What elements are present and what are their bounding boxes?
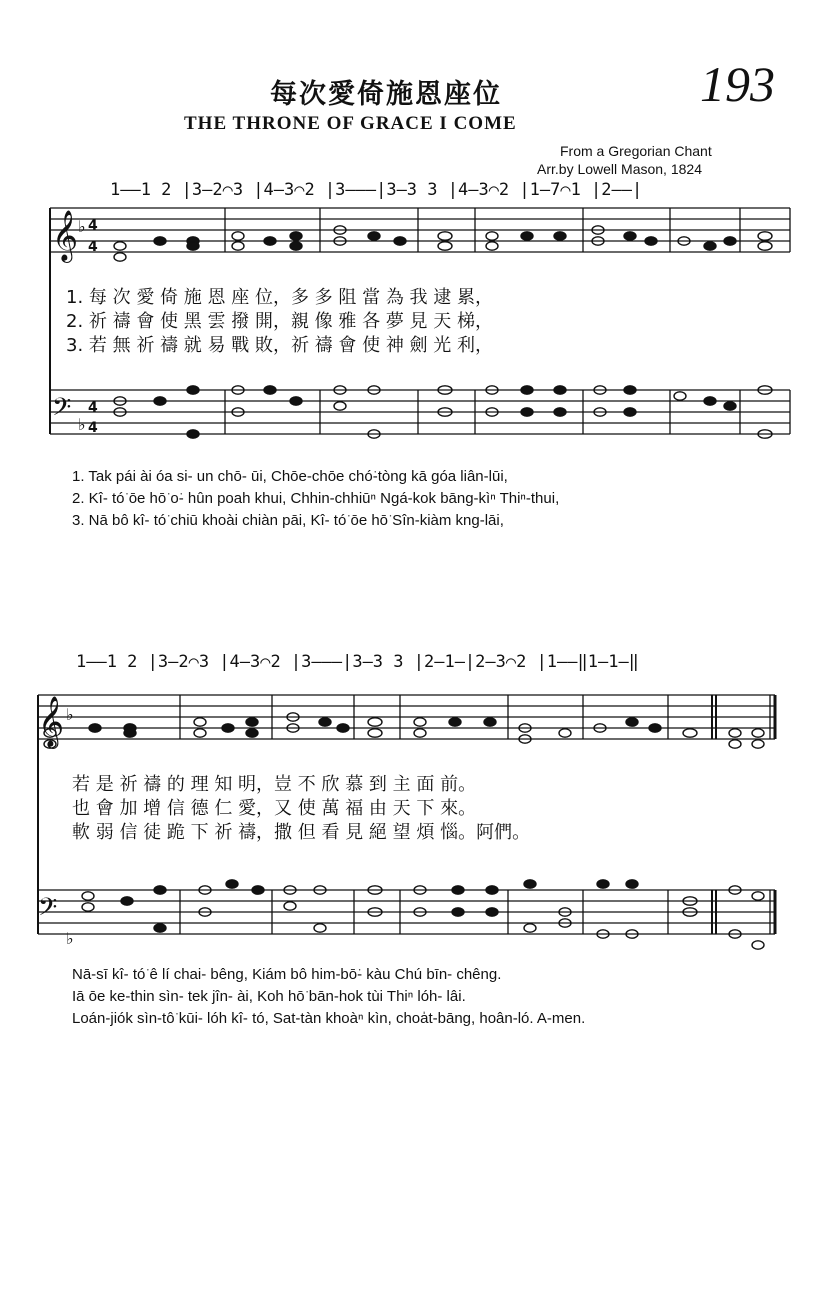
lyric-cn-2-verse-1: 若 是 祈 禱 的 理 知 明，豈 不 欣 慕 到 主 面 前。 [72,774,477,795]
svg-text:4: 4 [88,400,98,416]
arranger-credit: Arr.by Lowell Mason, 1824 [537,161,702,177]
jianpu-line-2: 1——1 2 |3–2⌒3 |4–3⌒2 |3–––|3–3 3 |2–1–|2–3⌒2 |1––‖1–1–‖ [76,652,639,672]
svg-text:♭: ♭ [78,217,86,236]
bass-clef-icon: 𝄢 [52,393,72,428]
svg-text:♭: ♭ [66,705,74,724]
bass-clef-icon: 𝄢 [38,893,58,928]
svg-text:♭: ♭ [78,415,86,434]
svg-text:♭: ♭ [66,929,74,948]
svg-text:4: 4 [88,218,98,234]
source-credit: From a Gregorian Chant [560,143,712,159]
bass-staff-2 [38,890,775,934]
treble-clef-icon: 𝄞 [38,696,65,747]
lyric-cn-1-verse-3: 3. 若 無 祈 禱 就 易 戰 敗，祈 禱 會 使 神 劍 光 利， [66,335,493,356]
title-english: THE THRONE OF GRACE I COME [184,113,517,134]
lyric-rom-2-verse-3: Loán-jiók sìn-tô͘ kūi- lóh kî- tó, Sat-tàn khoàⁿ kìn, choa̍t-bāng, hoân-ló. A-men. [72,1010,586,1027]
lyric-rom-2-verse-1: Nā-sī kî- tó͘ ê lí chai- bêng, Kiám bô him-bō͘- kàu Chú bīn- chêng. [72,966,502,983]
lyric-cn-1-verse-1: 1. 每 次 愛 倚 施 恩 座 位，多 多 阻 當 為 我 逮 累， [66,287,493,308]
lyric-cn-2-verse-3: 軟 弱 信 徒 跪 下 祈 禱，撒 但 看 見 絕 望 煩 惱。阿們。 [72,822,531,843]
svg-text:4: 4 [88,239,98,255]
title-chinese: 每次愛倚施恩座位 [270,79,502,110]
jianpu-line-1: 1——1 2 |3–2⌒3 |4–3⌒2 |3–––|3–3 3 |4–3⌒2 |1–7⌒1 |2––| [110,180,643,200]
lyric-cn-1-verse-2: 2. 祈 禱 會 使 黑 雲 撥 開，親 像 雅 各 夢 見 天 梯， [66,311,493,332]
lyric-rom-1-verse-2: 2. Kî- tó͘ ōe hō͘ o͘- hûn poah khui, Chhin-chhiūⁿ Ngá-kok bāng-kìⁿ Thiⁿ-thui, [72,490,560,507]
treble-staff-2 [38,695,775,739]
lyric-cn-2-verse-2: 也 會 加 增 信 德 仁 愛，又 使 萬 福 由 天 下 來。 [72,798,477,819]
lyric-rom-1-verse-1: 1. Tak pái ài óa si- un chō- ūi, Chōe-chōe chó͘-tòng kā góa liân-lūi, [72,468,508,485]
svg-text:4: 4 [88,420,98,436]
lyric-rom-1-verse-3: 3. Nā bô kî- tó͘ chiū khoài chiàn pāi, Kî- tó͘ ōe hō͘ Sîn-kiàm kng-lāi, [72,512,504,529]
hymn-number: 193 [700,56,775,112]
lyric-rom-2-verse-2: Iā ōe ke-thin sìn- tek jîn- ài, Koh hō͘ bān-hok tùi Thiⁿ lóh- lâi. [72,988,466,1005]
treble-clef-icon: 𝄞 [52,210,79,261]
